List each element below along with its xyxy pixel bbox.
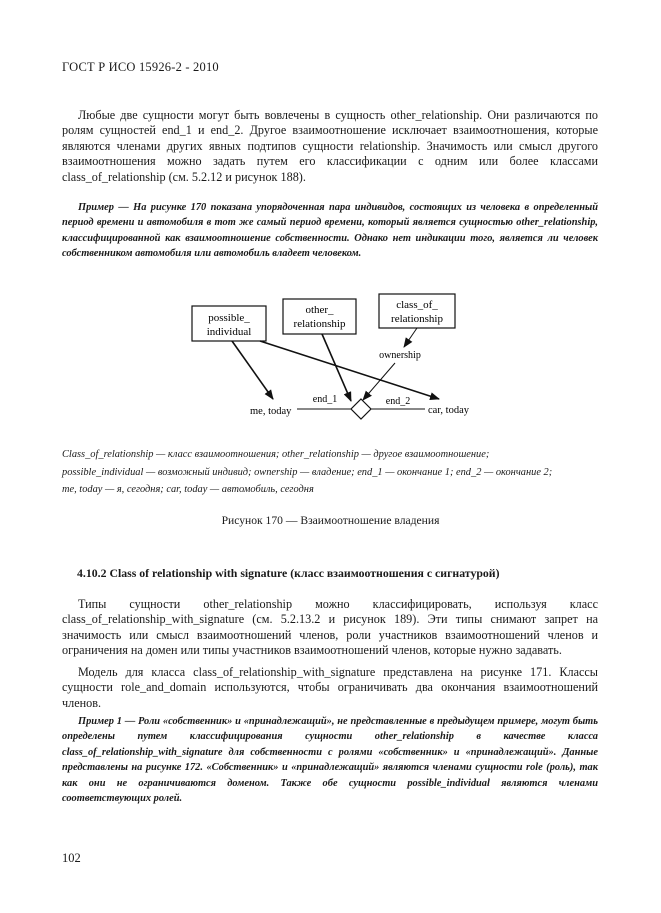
arrow-possible-to-me <box>232 341 273 399</box>
label-end2: end_2 <box>385 396 411 407</box>
paragraph-3: Модель для класса class_of_relationship_with_signature представлена на рисунке 171. Классы сущности role_and_domain используются, чтобы ограничивать два окончания взаимоотношений членов. <box>62 665 598 710</box>
paragraph-2: Типы сущности other_relationship можно классифицировать, используя класс class_of_relationship_with_signature (см. 5.2.13.2 и рисунок 189). Эти типы снимают запрет на значимость или смысл взаимоотношений членов, роли участников взаимоотношений членов и ограничения на домен или типы участников взаимоотношений членов, которые нужно задавать. <box>62 597 598 658</box>
label-car-today: car, today <box>428 405 469 416</box>
box-possible-line1: possible_ <box>208 312 250 324</box>
document-header: ГОСТ Р ИСО 15926-2 - 2010 <box>62 60 219 74</box>
label-ownership: ownership <box>379 350 421 361</box>
legend-line-2: possible_individual — возможный индивид; ownership — владение; end_1 — окончание 1; end_2 — окончание 2; <box>62 466 553 478</box>
example-2: Пример 1 — Роли «собственник» и «принадлежащий», не представленные в предыдущем примере, могут быть определены путем классифицирования сущности other_relationship в качестве класса class_of_relationship_with_signature для собственности с ролями «собственник» и «принадлежащий». Данные представлены на рисунке 172. «Собственник» и «принадлежащий» являются членами сущности role (роль), так как они не ограничиваются доменом. Также обе сущности possible_individual являются членами соответствующих ролей. <box>62 716 598 805</box>
page-number: 102 <box>62 851 81 865</box>
figure-caption: Рисунок 170 — Взаимоотношение владения <box>221 514 440 527</box>
arrow-class-to-ownership <box>404 328 417 347</box>
label-end1: end_1 <box>312 394 338 405</box>
box-other-line2: relationship <box>293 318 346 330</box>
box-class-line2: relationship <box>391 313 443 325</box>
relationship-diamond <box>351 399 371 419</box>
figure-legend <box>62 446 598 499</box>
example-1: Пример — На рисунке 170 показана упорядоченная пара индивидов, состоящих из человека в определенный период времени и автомобиля в тот же самый период времени, который является сущностью other_relationship, классифицированной как взаимоотношение собственности. Однако нет индикации того, является ли человек собственником автомобиля или автомобиль владеет человеком. <box>62 202 598 260</box>
figure-170-diagram <box>0 285 661 425</box>
arrow-ownership-to-diamond <box>363 363 395 400</box>
legend-line-3: me, today — я, сегодня; car, today — автомобиль, сегодня <box>62 484 314 495</box>
legend-line-1: Class_of_relationship — класс взаимоотношения; other_relationship — другое взаимоотношение; <box>62 449 490 460</box>
intro-paragraph: Любые две сущности могут быть вовлечены в сущность other_relationship. Они различаются по ролям сущностей end_1 и end_2. Другое взаимоотношение исключает взаимоотношения, которые являются членами других явных подтипов сущности relationship. Значимость или смысл другого взаимоотношения можно задать путем его классификации с одним или более классами class_of_relationship (см. 5.2.12 и рисунок 188). <box>62 108 598 184</box>
box-other-line1: other_ <box>305 304 334 316</box>
section-heading: 4.10.2 Class of relationship with signature (класс взаимоотношения с сигнатурой) <box>77 566 500 580</box>
arrow-other-to-diamond <box>322 334 351 401</box>
label-me-today: me, today <box>250 406 292 417</box>
box-possible-line2: individual <box>206 326 252 338</box>
box-class-line1: class_of_ <box>396 299 438 311</box>
